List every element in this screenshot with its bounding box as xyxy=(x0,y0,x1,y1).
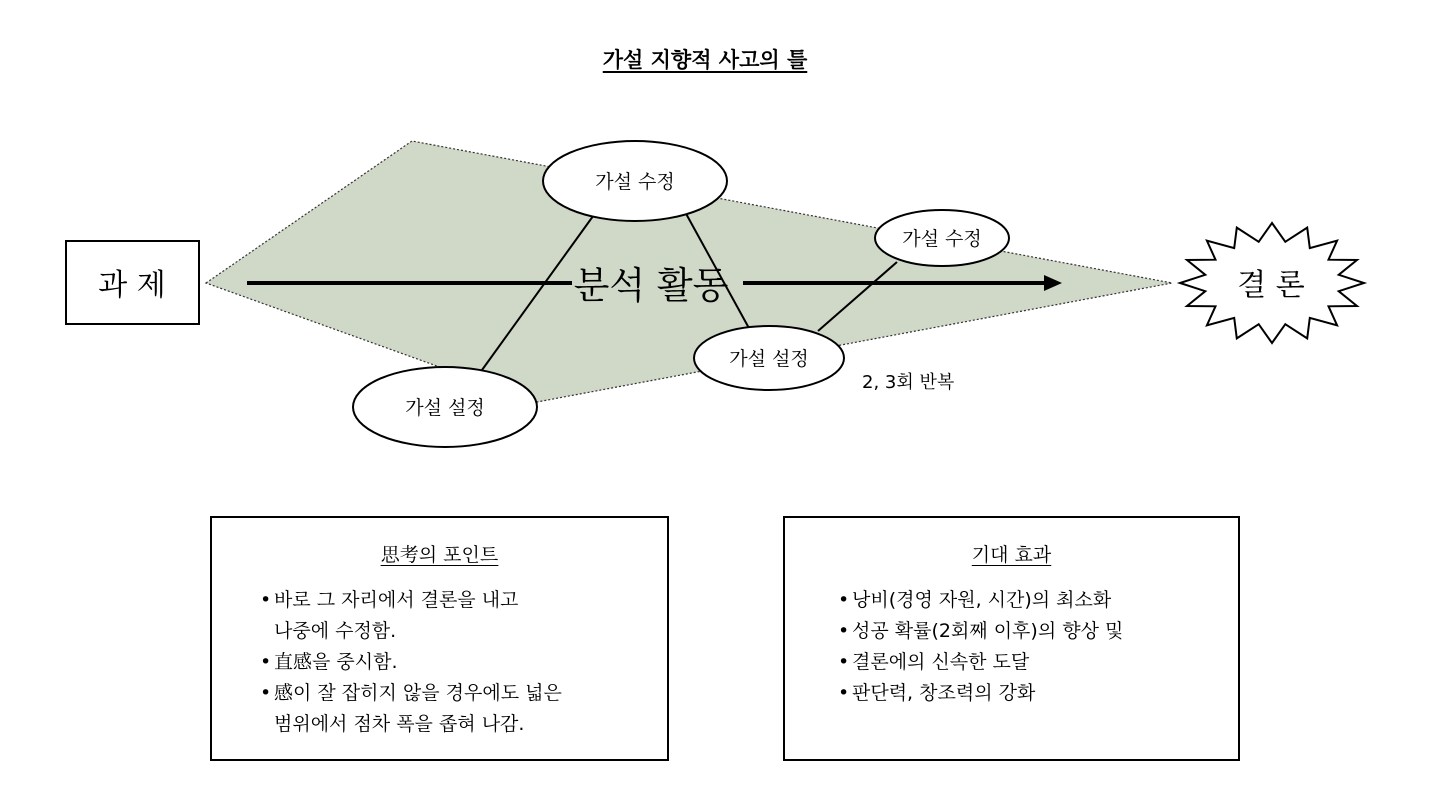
list-item: • 낭비(경영 자원, 시간)의 최소화 xyxy=(838,585,1238,616)
expected-effects-list xyxy=(838,585,1238,709)
hypothesis-setup-label-bottom: 가설 설정 xyxy=(405,397,485,419)
hypothesis-setup-label-mid: 가설 설정 xyxy=(729,348,809,370)
expected-effects-title: 기대 효과 xyxy=(971,544,1052,566)
thinking-points-list xyxy=(260,585,667,740)
list-item: • 感이 잘 잡히지 않을 경우에도 넓은 범위에서 점차 폭을 좁혀 나감. xyxy=(260,678,667,740)
thinking-points-title-rest: 의 포인트 xyxy=(418,544,499,566)
hypothesis-revise-label-right: 가설 수정 xyxy=(902,228,982,250)
thinking-points-box xyxy=(210,516,669,761)
list-item: • 성공 확률(2회째 이후)의 향상 및 xyxy=(838,616,1238,647)
list-item: • 直感을 중시함. xyxy=(260,647,667,678)
hypothesis-revise-label-top: 가설 수정 xyxy=(595,171,675,193)
thinking-points-title xyxy=(212,540,667,567)
list-item: • 판단력, 창조력의 강화 xyxy=(838,678,1238,709)
expected-effects-box xyxy=(783,516,1240,761)
conclusion-label: 결 론 xyxy=(1237,268,1305,303)
activity-label: 분석 활동 xyxy=(573,264,729,307)
list-item: • 바로 그 자리에서 결론을 내고 나중에 수정함. xyxy=(260,585,667,647)
diagram-title-text: 가설 지향적 사고의 틀 xyxy=(602,48,808,72)
list-item: • 결론에의 신속한 도달 xyxy=(838,647,1238,678)
thinking-points-title-hanja: 思考 xyxy=(380,544,419,566)
repeat-note: 2, 3회 반복 xyxy=(862,372,955,393)
task-label: 과 제 xyxy=(98,268,166,303)
